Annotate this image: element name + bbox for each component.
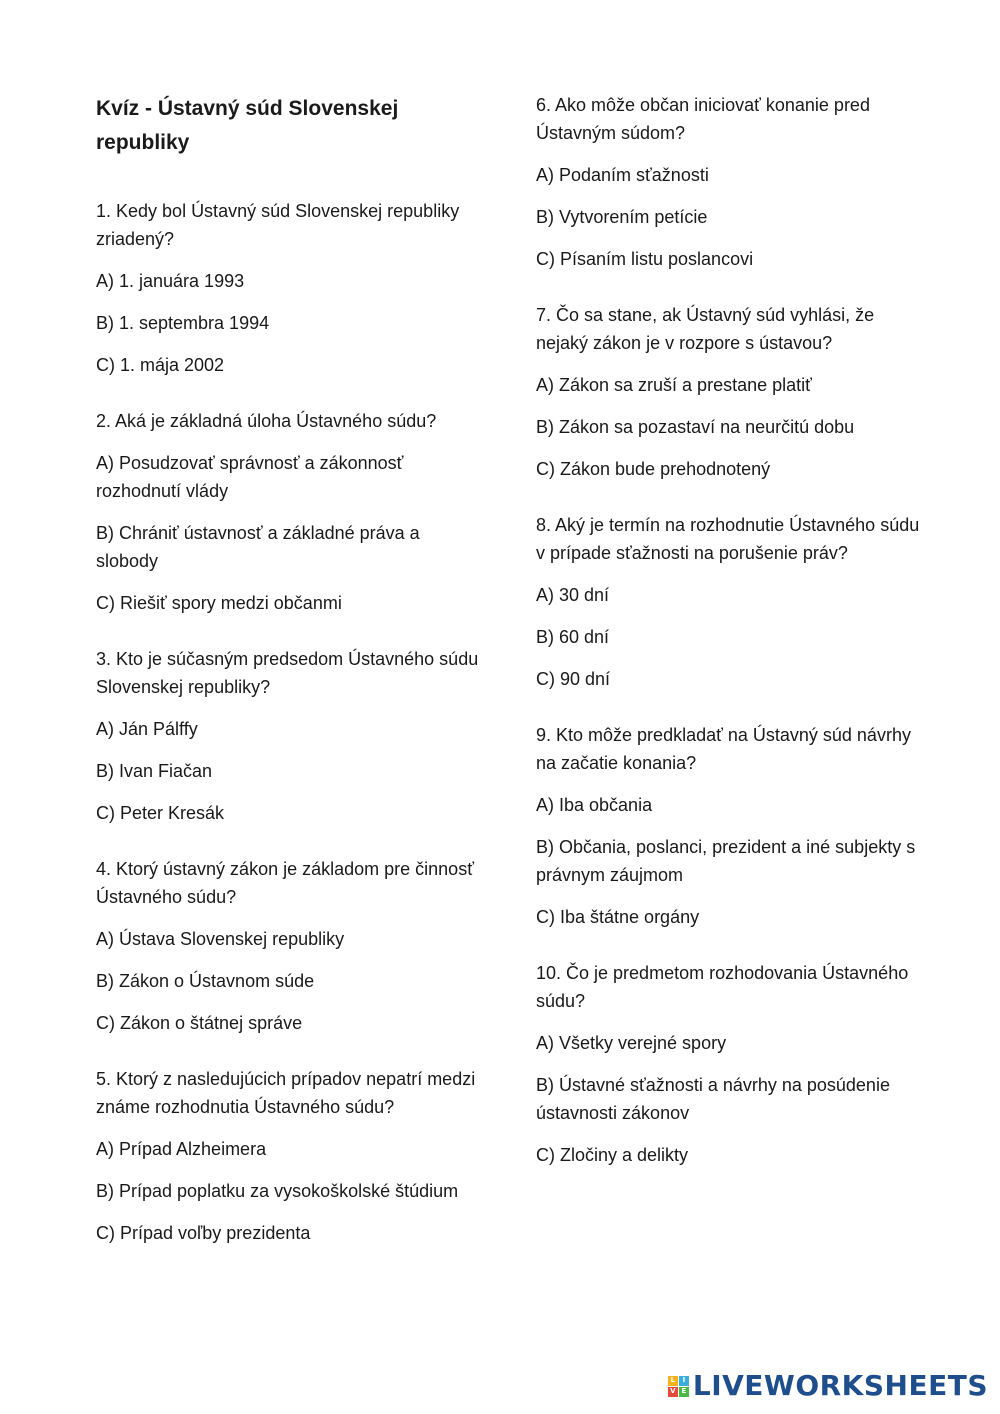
answer-option: A) 30 dní — [536, 585, 610, 605]
answer-option: B) Zákon sa pozastaví na neurčitú dobu — [536, 417, 855, 437]
answer-option: C) Riešiť spory medzi občanmi — [96, 593, 342, 613]
answer-option: B) Prípad poplatku za vysokoškolské štúdium — [96, 1181, 459, 1201]
answer-option: A) Ján Pálffy — [96, 719, 198, 739]
answer-option: A) Ústava Slovenskej republiky — [96, 929, 345, 949]
answer-option: A) Posudzovať správnosť a zákonnosť rozhodnutí vlády — [96, 453, 404, 501]
question-1 — [96, 197, 486, 379]
answer-option: B) Zákon o Ústavnom súde — [96, 971, 315, 991]
question-5 — [96, 1065, 486, 1247]
column-left — [96, 197, 486, 1275]
column-right — [536, 91, 926, 1197]
answer-option: A) 1. januára 1993 — [96, 271, 245, 291]
answer-option: A) Zákon sa zruší a prestane platiť — [536, 375, 812, 395]
answer-option: C) Prípad voľby prezidenta — [96, 1223, 311, 1243]
answer-option: C) Iba štátne orgány — [536, 907, 700, 927]
answer-option: C) Zákon bude prehodnotený — [536, 459, 771, 479]
question-text: 6. Ako môže občan iniciovať konanie pred Ústavným súdom? — [536, 95, 870, 143]
question-text: 1. Kedy bol Ústavný súd Slovenskej republiky zriadený? — [96, 201, 460, 249]
question-text: 5. Ktorý z nasledujúcich prípadov nepatrí medzi známe rozhodnutia Ústavného súdu? — [96, 1069, 476, 1117]
question-2 — [96, 407, 486, 617]
answer-option: A) Podaním sťažnosti — [536, 165, 709, 185]
liveworksheets-logo — [668, 1369, 988, 1402]
question-10 — [536, 959, 926, 1169]
logo-text: LIVEWORKSHEETS — [692, 1369, 988, 1402]
answer-option: A) Prípad Alzheimera — [96, 1139, 267, 1159]
answer-option: B) Vytvorením petície — [536, 207, 708, 227]
question-text: 8. Aký je termín na rozhodnutie Ústavného súdu v prípade sťažnosti na porušenie práv? — [536, 515, 920, 563]
answer-option: B) 60 dní — [536, 627, 610, 647]
logo-mark-icon: L I V E — [668, 1376, 689, 1397]
question-text: 2. Aká je základná úloha Ústavného súdu? — [96, 411, 437, 431]
question-text: 9. Kto môže predkladať na Ústavný súd návrhy na začatie konania? — [536, 725, 911, 773]
answer-option: C) 90 dní — [536, 669, 611, 689]
page-title: Kvíz - Ústavný súd Slovenskej republiky — [96, 97, 399, 154]
answer-option: C) Zákon o štátnej správe — [96, 1013, 303, 1033]
answer-option: B) Ústavné sťažnosti a návrhy na posúdenie ústavnosti zákonov — [536, 1075, 890, 1123]
question-text: 10. Čo je predmetom rozhodovania Ústavného súdu? — [536, 963, 909, 1011]
question-text: 3. Kto je súčasným predsedom Ústavného súdu Slovenskej republiky? — [96, 649, 479, 697]
question-3 — [96, 645, 486, 827]
question-6 — [536, 91, 926, 273]
answer-option: C) Peter Kresák — [96, 803, 225, 823]
answer-option: C) Písaním listu poslancovi — [536, 249, 754, 269]
answer-option: B) Chrániť ústavnosť a základné práva a slobody — [96, 523, 420, 571]
answer-option: C) 1. mája 2002 — [96, 355, 225, 375]
question-4 — [96, 855, 486, 1037]
answer-option: B) Občania, poslanci, prezident a iné subjekty s právnym záujmom — [536, 837, 916, 885]
answer-option: A) Iba občania — [536, 795, 653, 815]
question-7 — [536, 301, 926, 483]
question-8 — [536, 511, 926, 693]
answer-option: A) Všetky verejné spory — [536, 1033, 727, 1053]
answer-option: C) Zločiny a delikty — [536, 1145, 689, 1165]
answer-option: B) Ivan Fiačan — [96, 761, 213, 781]
question-text: 7. Čo sa stane, ak Ústavný súd vyhlási, že nejaký zákon je v rozpore s ústavou? — [536, 305, 875, 353]
answer-option: B) 1. septembra 1994 — [96, 313, 270, 333]
question-text: 4. Ktorý ústavný zákon je základom pre činnosť Ústavného súdu? — [96, 859, 474, 907]
question-9 — [536, 721, 926, 931]
